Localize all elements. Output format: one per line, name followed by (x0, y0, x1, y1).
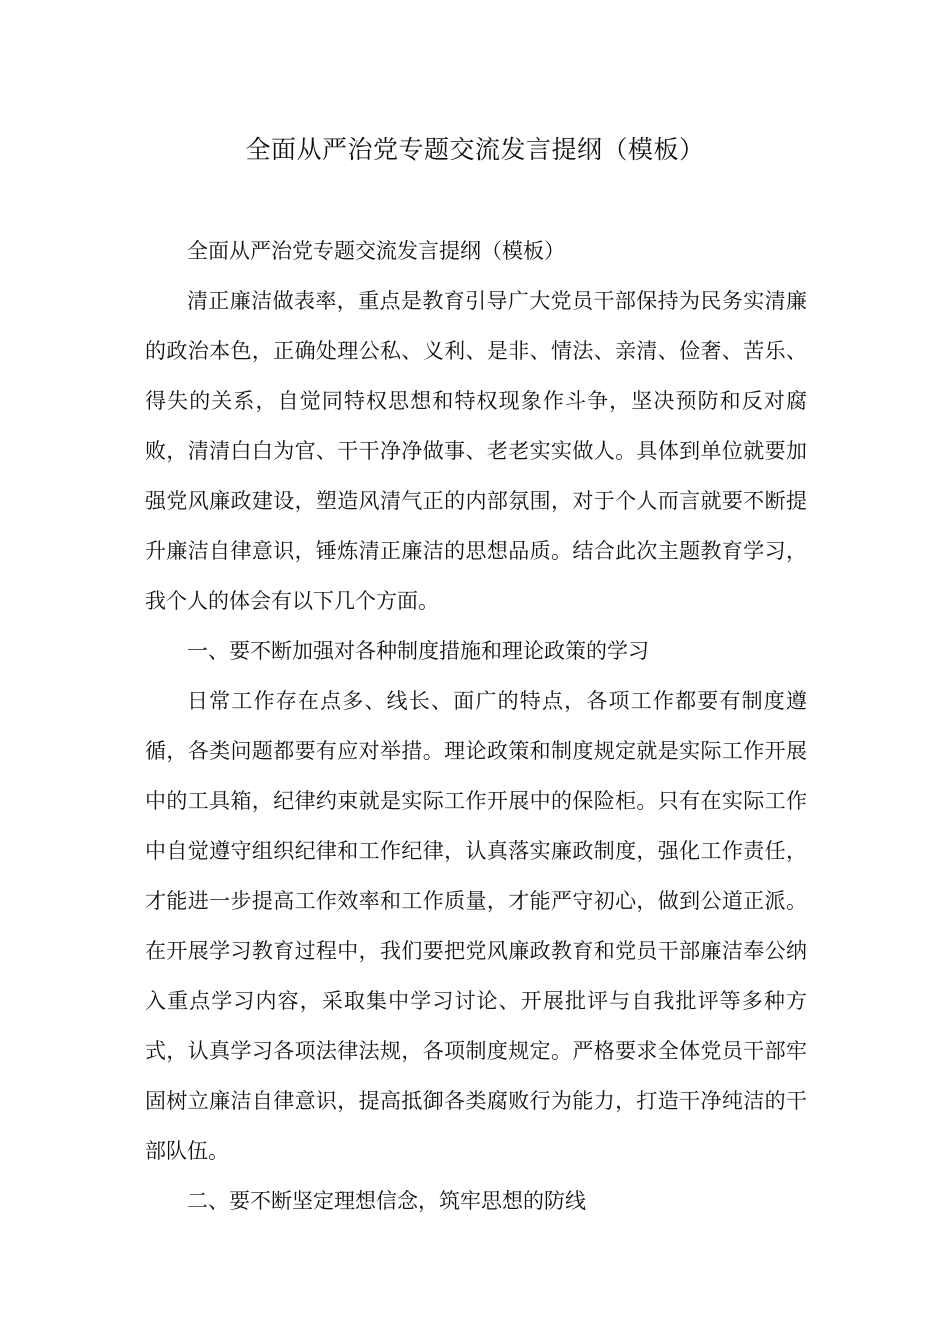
section-heading-2: 二、要不断坚定理想信念，筑牢思想的防线 (187, 1189, 586, 1213)
document-body (145, 226, 807, 1226)
paragraph-subtitle: 全面从严治党专题交流发言提纲（模板） (187, 239, 565, 263)
paragraph-intro: 清正廉洁做表率，重点是教育引导广大党员干部保持为民务实清廉的政治本色，正确处理公私、义利、是非、情法、亲清、俭奢、苦乐、得失的关系，自觉同特权思想和特权现象作斗争，坚决预防和反对腐败，清清白白为官、干干净净做事、老老实实做人。具体到单位就要加强党风廉政建设，塑造风清气正的内部氛围，对于个人而言就要不断提升廉洁自律意识，锤炼清正廉洁的思想品质。结合此次主题教育学习，我个人的体会有以下几个方面。 (145, 289, 807, 613)
paragraph-section-1: 日常工作存在点多、线长、面广的特点，各项工作都要有制度遵循，各类问题都要有应对举措。理论政策和制度规定就是实际工作开展中的工具箱，纪律约束就是实际工作开展中的保险柜。只有在实际工作中自觉遵守组织纪律和工作纪律，认真落实廉政制度，强化工作责任，才能进一步提高工作效率和工作质量，才能严守初心，做到公道正派。在开展学习教育过程中，我们要把党风廉政教育和党员干部廉洁奉公纳入重点学习内容，采取集中学习讨论、开展批评与自我批评等多种方式，认真学习各项法律法规，各项制度规定。严格要求全体党员干部牢固树立廉洁自律意识，提高抵御各类腐败行为能力，打造干净纯洁的干部队伍。 (145, 689, 807, 1163)
document-title: 全面从严治党专题交流发言提纲（模板） (245, 135, 705, 164)
section-heading-1: 一、要不断加强对各种制度措施和理论政策的学习 (187, 639, 649, 663)
